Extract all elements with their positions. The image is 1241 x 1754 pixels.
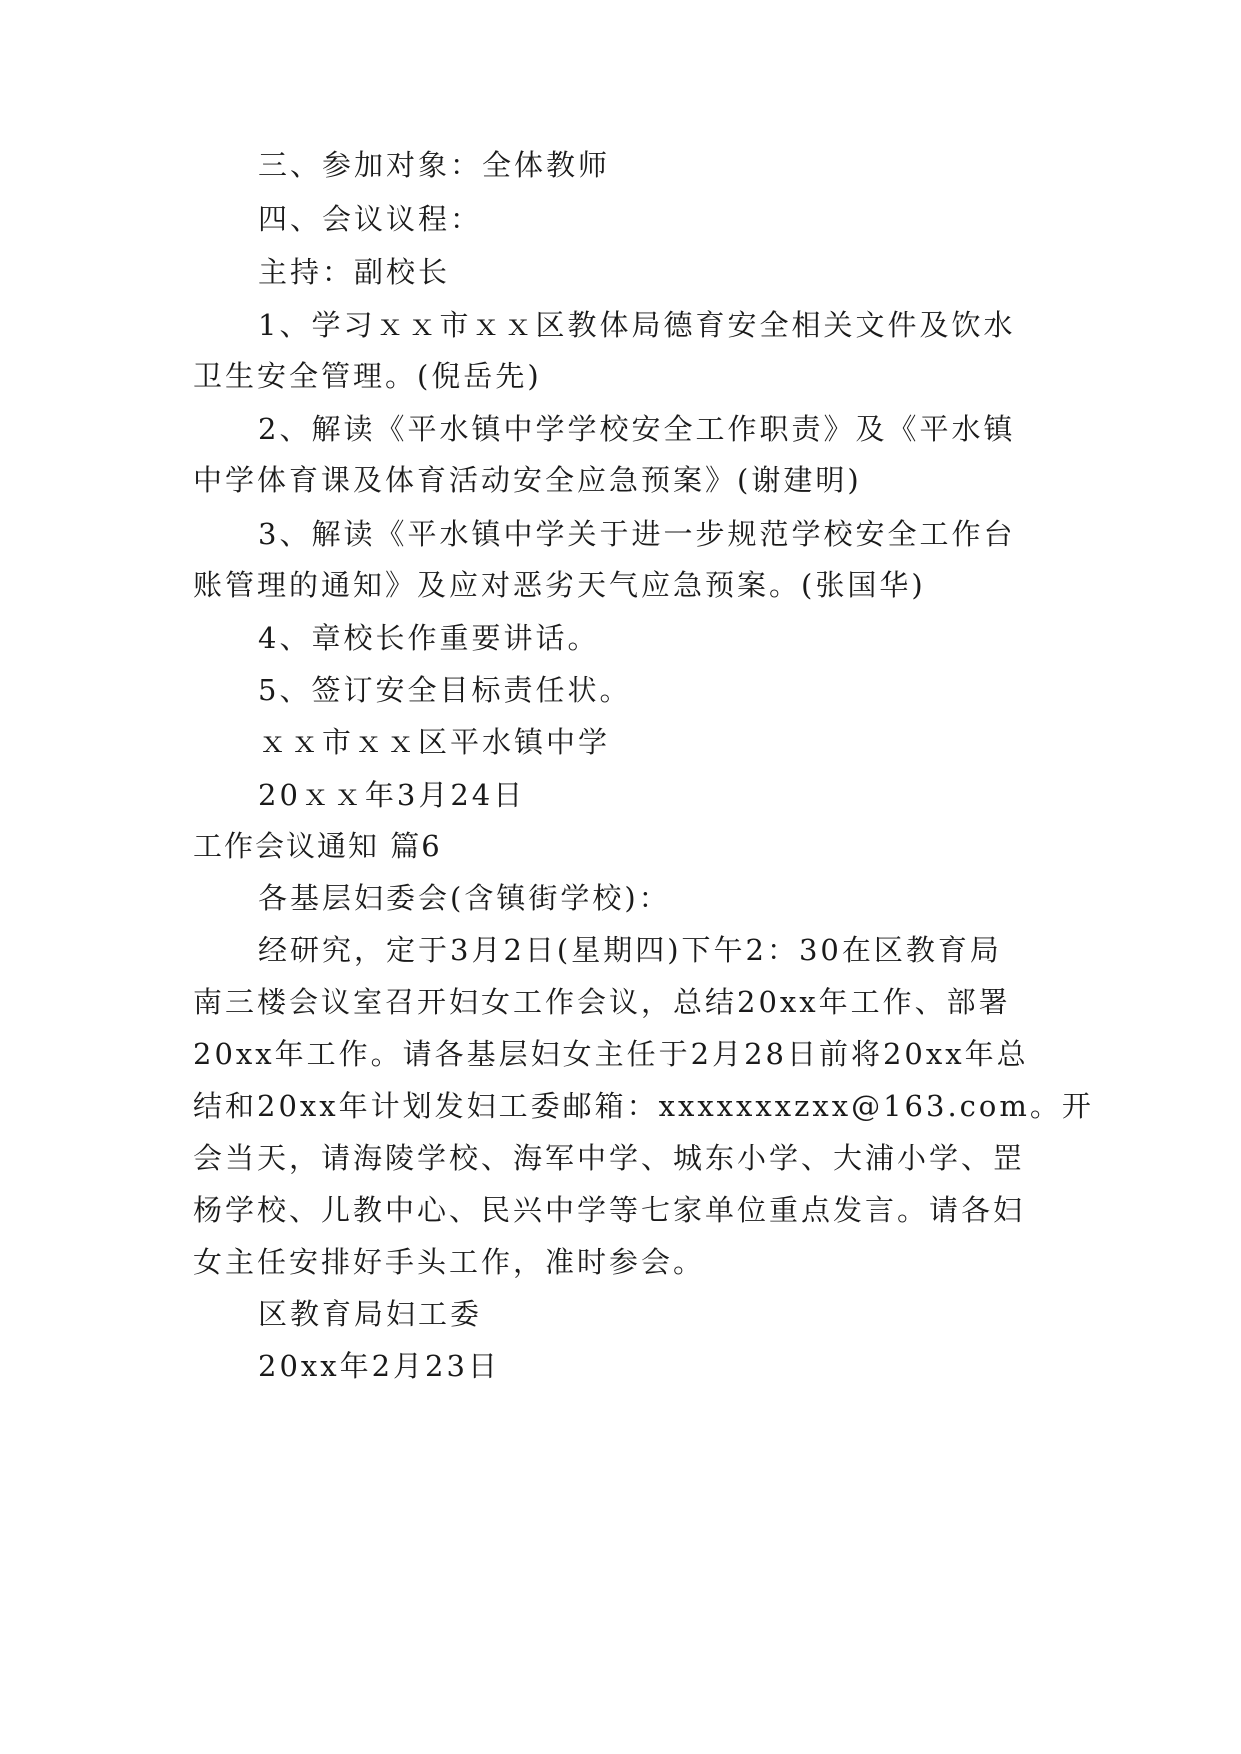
agenda-item-2: 2、解读《平水镇中学学校安全工作职责》及《平水镇 <box>258 412 1016 446</box>
notice-signature-org: 区教育局妇工委 <box>258 1297 483 1331</box>
notice-body-line: 女主任安排好手头工作，准时参会。 <box>193 1245 706 1279</box>
agenda-item-5: 5、签订安全目标责任状。 <box>258 673 632 707</box>
notice-body-line: 杨学校、儿教中心、民兴中学等七家单位重点发言。请各妇 <box>193 1193 1026 1227</box>
signature-org: ｘｘ市ｘｘ区平水镇中学 <box>258 725 611 759</box>
agenda-heading: 四、会议议程： <box>258 202 483 236</box>
agenda-item-2-cont: 中学体育课及体育活动安全应急预案》(谢建明) <box>193 463 862 497</box>
agenda-item-3-cont: 账管理的通知》及应对恶劣天气应急预案。(张国华) <box>193 568 926 602</box>
notice-body-line: 结和20xx年计划发妇工委邮箱：xxxxxxxzxx@163.com。开 <box>193 1089 1094 1123</box>
notice-body-line: 会当天，请海陵学校、海军中学、城东小学、大浦小学、罡 <box>193 1141 1026 1175</box>
notice-body-line: 20xx年工作。请各基层妇女主任于2月28日前将20xx年总 <box>193 1037 1029 1071</box>
agenda-item-4: 4、章校长作重要讲话。 <box>258 621 600 655</box>
notice-heading: 工作会议通知 篇6 <box>193 829 442 863</box>
notice-signature-date: 20xx年2月23日 <box>258 1349 500 1383</box>
notice-body-line: 经研究，定于3月2日(星期四)下午2：30在区教育局 <box>258 933 1002 967</box>
agenda-item-3: 3、解读《平水镇中学关于进一步规范学校安全工作台 <box>258 517 1016 551</box>
participants-line: 三、参加对象：全体教师 <box>258 148 611 182</box>
agenda-item-1: 1、学习ｘｘ市ｘｘ区教体局德育安全相关文件及饮水 <box>258 308 1016 342</box>
host-line: 主持：副校长 <box>258 255 451 289</box>
signature-date: 20ｘｘ年3月24日 <box>258 778 526 812</box>
notice-salutation: 各基层妇委会(含镇街学校)： <box>258 881 671 915</box>
agenda-item-1-cont: 卫生安全管理。(倪岳先) <box>193 359 542 393</box>
notice-body-line: 南三楼会议室召开妇女工作会议，总结20xx年工作、部署 <box>193 985 1011 1019</box>
